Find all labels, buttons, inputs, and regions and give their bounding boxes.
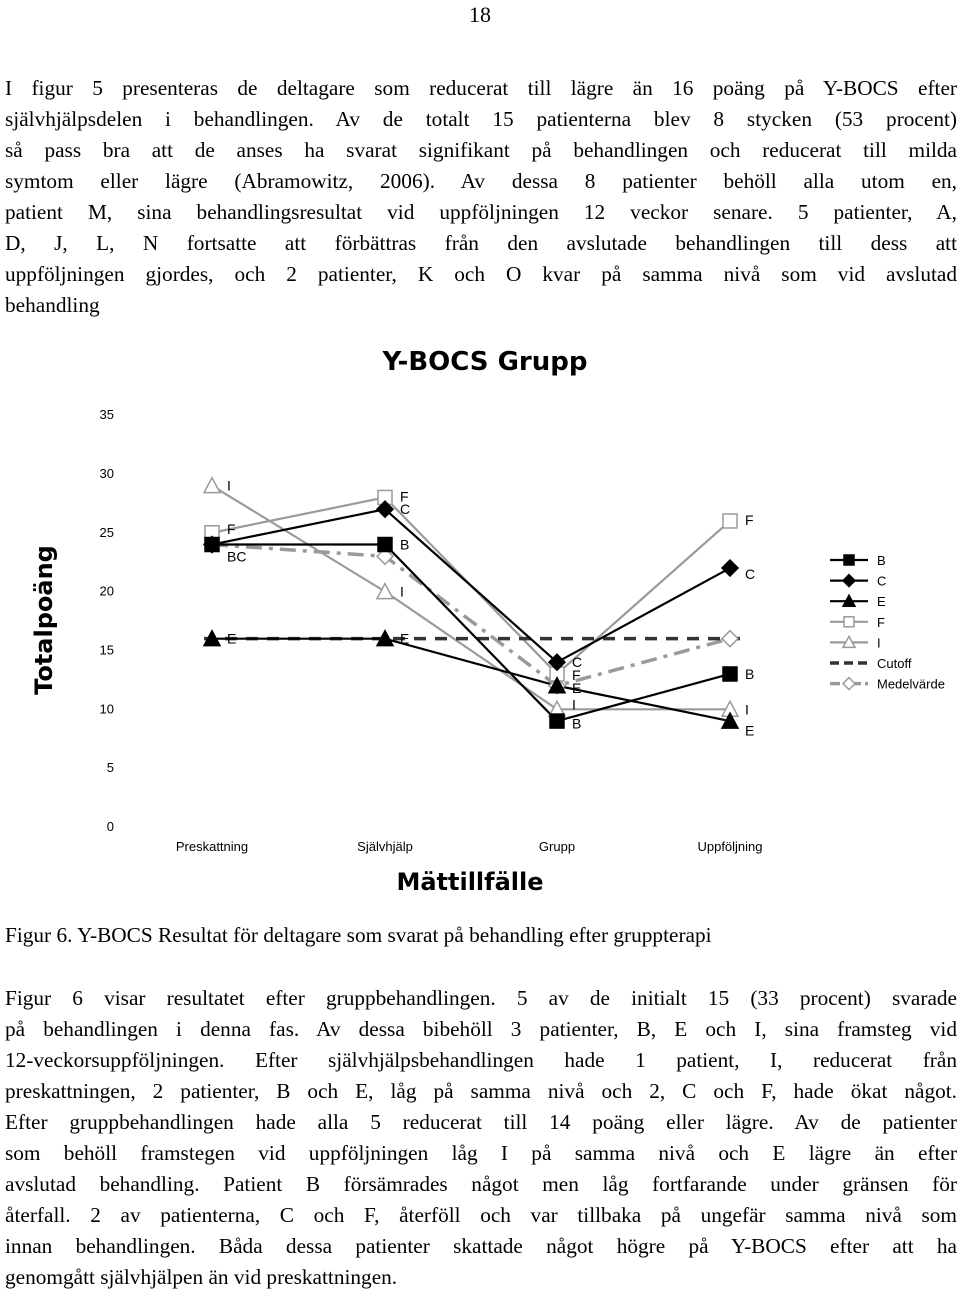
legend-label: B — [877, 553, 886, 568]
point-label: C — [572, 654, 583, 671]
x-tick-labels — [176, 839, 763, 854]
point-labels — [227, 478, 755, 739]
point-label: F — [745, 511, 754, 528]
paragraph-results-line: 12-veckorsuppföljningen. Efter självhjälpsbehandlingen hade 1 patient, I, reducerat från — [5, 1048, 957, 1072]
ybocs-line-chart — [0, 335, 960, 905]
paragraph-intro-line: självhjälpsdelen i behandlingen. Av de totalt 15 patienterna blev 8 stycken (53 procent) — [5, 107, 957, 131]
legend — [830, 553, 945, 692]
point-label: E — [400, 630, 410, 647]
point-label: I — [400, 583, 404, 600]
x-tick-label: Självhjälp — [357, 839, 413, 854]
paragraph-results-line: preskattningen, 2 patienter, B och E, låg på samma nivå och 2, C och F, hade ökat något. — [5, 1079, 957, 1103]
marker-b — [378, 538, 392, 552]
paragraph-intro-line: D, J, L, N fortsatte att förbättras från den avslutade behandlingen till dess att — [5, 231, 957, 255]
point-label: B — [400, 536, 410, 553]
marker-i — [204, 478, 220, 493]
paragraph-results-line: återfall. 2 av patienterna, C och F, återföll och var tillbaka på ungefär samma nivå som — [5, 1203, 957, 1227]
point-label: F — [227, 521, 236, 538]
y-tick-label: 25 — [99, 524, 114, 540]
y-tick-label: 10 — [99, 701, 114, 717]
point-label: F — [572, 667, 581, 684]
series-line-i — [212, 486, 730, 710]
y-tick-labels — [100, 407, 114, 834]
page-number: 18 — [469, 2, 491, 27]
y-tick-label: 15 — [99, 642, 114, 658]
point-label: C — [400, 501, 411, 518]
paragraph-results — [5, 983, 957, 1293]
point-label: BC — [227, 548, 247, 565]
figure-caption: Figur 6. Y-BOCS Resultat för deltagare som svarat på behandling efter gruppterapi — [5, 923, 712, 947]
legend-label: I — [877, 635, 881, 651]
paragraph-intro-line: uppföljningen gjordes, och 2 patienter, K och O kvar på samma nivå som vid avslutad — [5, 262, 957, 286]
x-tick-label: Preskattning — [175, 839, 249, 854]
point-label: I — [227, 477, 231, 494]
legend-marker-medelvärde — [843, 678, 855, 690]
legend-label: Cutoff — [877, 656, 912, 671]
legend-label: F — [877, 614, 885, 630]
marker-b — [550, 714, 564, 728]
marker-b — [723, 667, 737, 681]
y-axis-title: Totalpoäng — [30, 545, 58, 695]
point-label: E — [227, 630, 237, 647]
point-label: B — [572, 715, 582, 732]
series-lines — [204, 486, 740, 721]
paragraph-intro-line: behandling — [5, 293, 100, 317]
series-line-medelvärde — [212, 545, 730, 686]
paragraph-intro-line: symtom eller lägre (Abramowitz, 2006). Av dessa 8 patienter behöll alla utom en, — [5, 169, 957, 193]
x-tick-label: Grupp — [538, 839, 576, 854]
marker-f — [723, 514, 737, 528]
chart-title: Y-BOCS Grupp — [382, 347, 588, 377]
paragraph-intro — [5, 73, 957, 321]
y-tick-label: 5 — [106, 760, 114, 776]
paragraph-results-line: genomgått självhjälpen än vid preskattningen. — [5, 1265, 398, 1289]
paragraph-intro-line: patient M, sina behandlingsresultat vid uppföljningen 12 veckor senare. 5 patienter, A, — [5, 200, 957, 224]
series-markers — [204, 478, 738, 728]
point-label: E — [572, 680, 582, 697]
paragraph-intro-line: I figur 5 presenteras de deltagare som reducerat till lägre än 16 poäng på Y-BOCS efter — [5, 76, 957, 100]
point-label: I — [572, 696, 576, 713]
paragraph-results-line: som behöll framstegen vid uppföljningen låg I på samma nivå och E lägre än efter — [5, 1141, 957, 1165]
y-tick-label: 0 — [106, 819, 114, 834]
legend-label: Medelvärde — [877, 676, 945, 692]
point-label: B — [745, 665, 755, 682]
legend-label: E — [877, 594, 886, 610]
x-axis-title: Mättillfälle — [396, 868, 544, 896]
point-label: E — [745, 722, 755, 739]
y-tick-label: 20 — [99, 583, 114, 599]
legend-marker-f — [844, 617, 854, 627]
y-tick-label: 30 — [99, 465, 114, 481]
paragraph-results-line: på behandlingen i denna fas. Av dessa bibehöll 3 patienter, B, E och I, sina framsteg vid — [5, 1017, 957, 1041]
marker-medelvärde — [722, 631, 738, 647]
paragraph-results-line: innan behandlingen. Båda dessa patienter skattade något högre på Y-BOCS efter att ha — [5, 1234, 957, 1258]
x-tick-label: Uppföljning — [697, 839, 763, 854]
legend-marker-c — [843, 575, 855, 587]
marker-i — [377, 584, 393, 599]
legend-label: C — [877, 573, 887, 589]
marker-c — [722, 560, 738, 576]
paragraph-results-line: Efter gruppbehandlingen hade alla 5 reducerat till 14 poäng eller lägre. Av de patienter — [5, 1110, 957, 1134]
y-tick-label: 35 — [99, 407, 114, 423]
paragraph-results-line: avslutad behandling. Patient B försämrades något men låg fortfarande under gränsen för — [5, 1172, 957, 1196]
paragraph-results-line: Figur 6 visar resultatet efter gruppbehandlingen. 5 av de initialt 15 (33 procent) svarade — [5, 986, 957, 1010]
series-line-b — [212, 545, 730, 722]
legend-marker-b — [844, 555, 854, 565]
point-label: F — [400, 488, 409, 505]
paragraph-intro-line: så pass bra att de anses ha svarat signifikant på behandlingen och reducerat till milda — [5, 138, 957, 162]
point-label: I — [745, 701, 749, 718]
point-label: C — [745, 565, 756, 582]
